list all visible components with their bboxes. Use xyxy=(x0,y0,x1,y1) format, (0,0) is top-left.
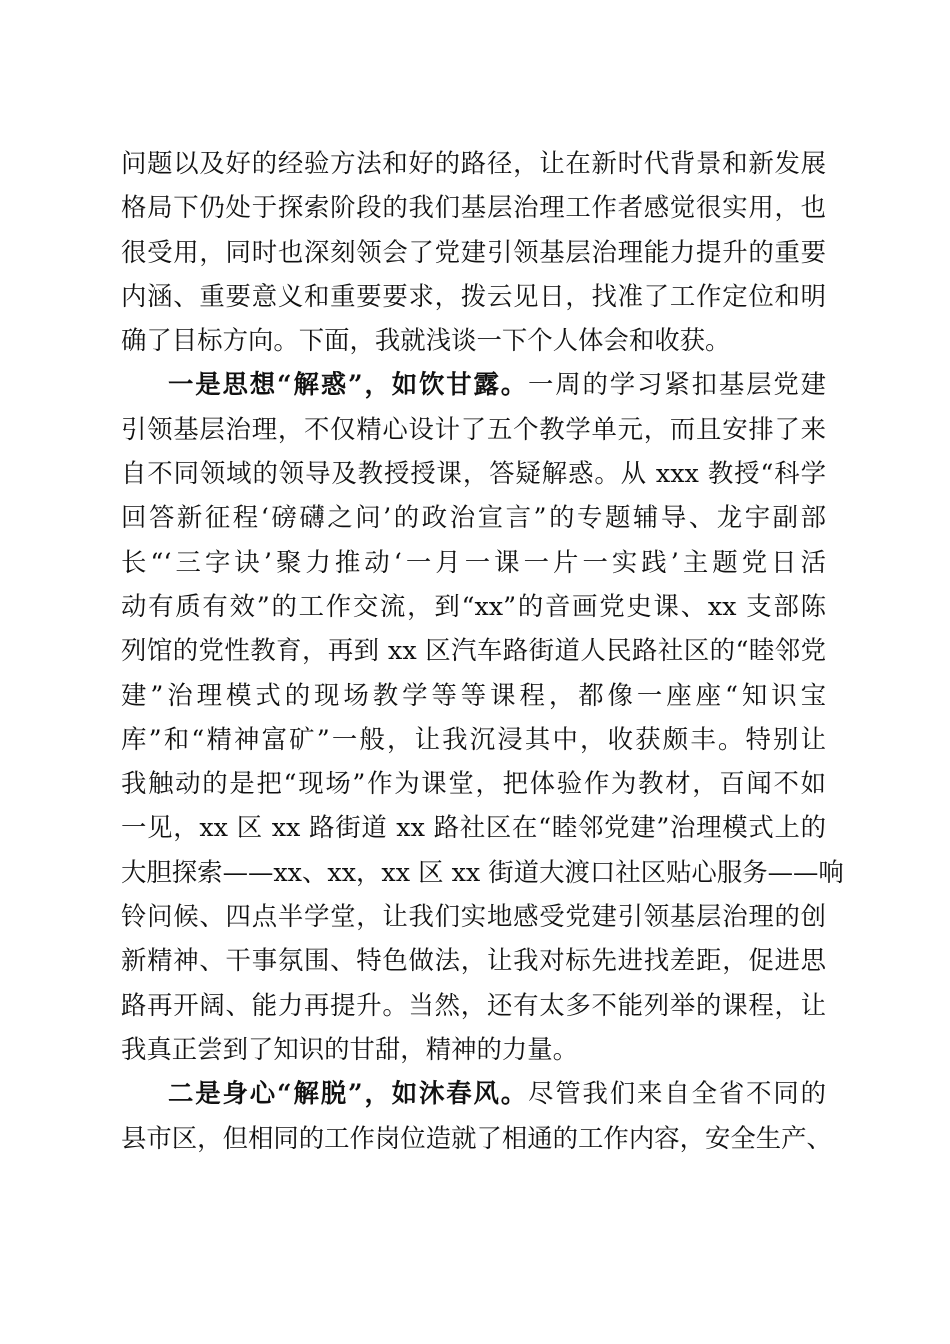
paragraph-3-line: 县市区，但相同的工作岗位造就了相通的工作内容，安全生产、 xyxy=(121,1122,832,1153)
paragraph-2-line: 建”治理模式的现场教学等等课程，都像一座座“知识宝 xyxy=(121,679,826,710)
paragraph-1-line-1: 问题以及好的经验方法和好的路径，让在新时代背景和新发展 xyxy=(121,148,826,178)
paragraph-3-first-line-text: 尽管我们来自全省不同的 xyxy=(528,1078,826,1109)
paragraph-2-line: 自不同领域的领导及教授授课，答疑解惑。从 xxx 教授“科学 xyxy=(121,458,826,489)
paragraph-2-line: 列馆的党性教育，再到 xx 区汽车路街道人民路社区的“睦邻党 xyxy=(121,635,826,666)
paragraph-3-first-line xyxy=(121,1071,826,1115)
paragraph-2-line: 回答新征程‘磅礴之问’的政治宣言”的专题辅导、龙宇副部 xyxy=(121,502,826,533)
paragraph-2-heading: 一是思想“解惑”，如饮甘露。 xyxy=(168,369,529,400)
paragraph-2-first-line-text: 一周的学习紧扣基层党建 xyxy=(528,369,826,400)
paragraph-2-line: 我真正尝到了知识的甘甜，精神的力量。 xyxy=(121,1033,579,1064)
paragraph-1-line-2: 格局下仍处于探索阶段的我们基层治理工作者感觉很实用，也 xyxy=(121,192,826,223)
paragraph-1-line-5: 确了目标方向。下面，我就浅谈一下个人体会和收获。 xyxy=(121,325,731,356)
paragraph-2-line: 我触动的是把“现场”作为课堂，把体验作为教材，百闻不如 xyxy=(121,768,826,799)
paragraph-2-first-line xyxy=(121,362,826,406)
paragraph-2-line: 一见，xx 区 xx 路街道 xx 路社区在“睦邻党建”治理模式上的 xyxy=(121,812,826,843)
paragraph-1-line-3: 很受用，同时也深刻领会了党建引领基层治理能力提升的重要 xyxy=(121,236,826,267)
paragraph-2-line: 新精神、干事氛围、特色做法，让我对标先进找差距，促进思 xyxy=(121,945,826,976)
paragraph-2-line: 路再开阔、能力再提升。当然，还有太多不能列举的课程，让 xyxy=(121,989,826,1020)
paragraph-2-line: 长“‘三字诀’聚力推动‘一月一课一片一实践’主题党日活 xyxy=(121,546,826,577)
paragraph-2-line: 大胆探索——xx、xx，xx 区 xx 街道大渡口社区贴心服务——响 xyxy=(121,856,844,887)
document-body xyxy=(121,141,844,1160)
paragraph-2-line: 库”和“精神富矿”一般，让我沉浸其中，收获颇丰。特别让 xyxy=(121,723,826,754)
paragraph-2-line: 动有质有效”的工作交流，到“xx”的音画党史课、xx 支部陈 xyxy=(121,590,826,621)
paragraph-3-heading: 二是身心“解脱”，如沐春风。 xyxy=(168,1078,529,1109)
paragraph-1-line-4: 内涵、重要意义和重要要求，拨云见日，找准了工作定位和明 xyxy=(121,280,826,311)
paragraph-2-line: 铃问候、四点半学堂，让我们实地感受党建引领基层治理的创 xyxy=(121,901,826,932)
paragraph-2-line: 引领基层治理，不仅精心设计了五个教学单元，而且安排了来 xyxy=(121,413,826,444)
